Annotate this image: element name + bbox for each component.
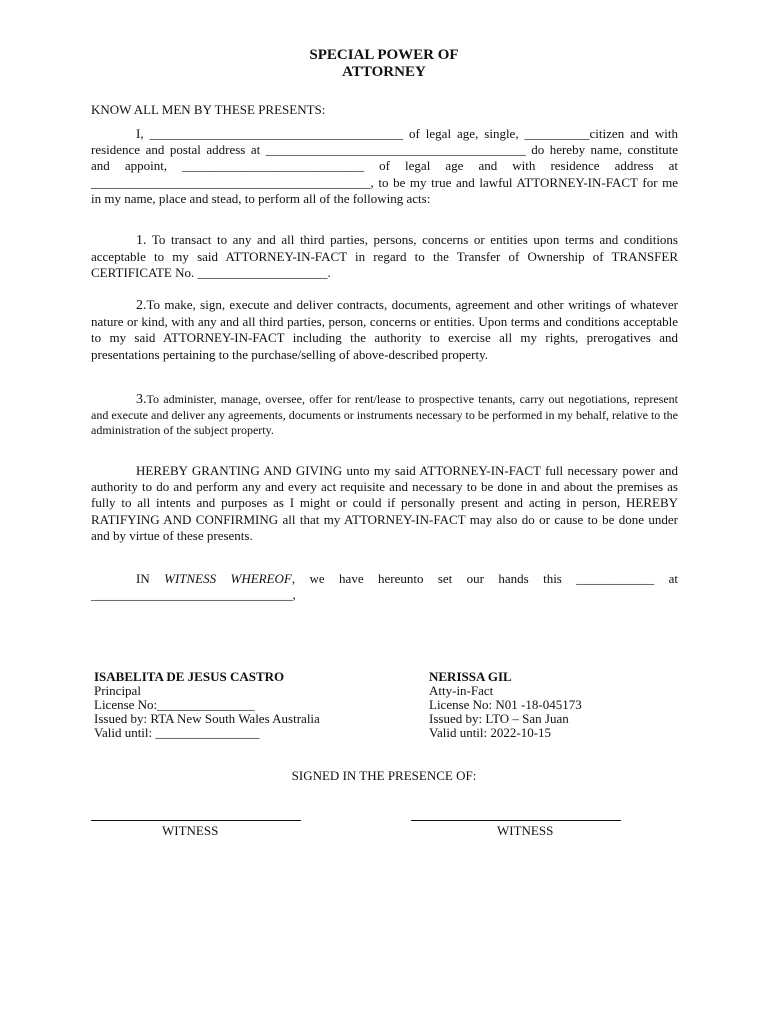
clause-1-text: To transact to any and all third parties, persons, concerns or entities upon terms and conditions acceptable to my said ATTORNEY-IN-FACT in regard to the Transfer of Ownership of TRANSFER CERTIFICATE No. ____________________. [91,232,678,281]
witness-suffix: , we have hereunto set our hands this ____________ at _______________________________, [91,571,679,603]
intro-text: KNOW ALL MEN BY THESE PRESENTS: [91,102,326,117]
document-title-line1: SPECIAL POWER OF [309,47,459,63]
appointment-paragraph [91,126,678,207]
attorney-name: NERISSA GIL [429,669,512,684]
clause-2 [91,297,678,363]
clause-1 [91,232,678,282]
document-title-line2: ATTORNEY [342,64,426,80]
witness-whereof-italic: WITNESS WHEREOF [164,571,292,586]
witness-prefix: IN [136,571,165,586]
principal-signature-block [94,670,320,740]
principal-role: Principal [94,683,141,698]
clause-3-text: To administer, manage, oversee, offer for rent/lease to prospective tenants, carry out negotiations, represent and execute and deliver any agreements, documents or instruments necessary to be performed in my behalf, relative to the administration of the subject property. [91,392,678,437]
clause-3-number: 3. [136,392,147,407]
clause-2-number: 2. [136,298,147,313]
witness-2-signature-line [411,820,621,821]
clause-1-number: 1. [136,233,147,248]
attorney-issued-by: Issued by: LTO – San Juan [429,711,569,726]
attorney-license: License No: N01 -18-045173 [429,697,582,712]
signed-in-presence-heading: SIGNED IN THE PRESENCE OF: [291,768,477,783]
principal-license: License No:_______________ [94,697,255,712]
witness-2-label: WITNESS [497,823,554,838]
granting-paragraph [91,463,678,544]
principal-valid-until: Valid until: ________________ [94,725,260,740]
witness-1-signature-line [91,820,301,821]
attorney-signature-block [429,670,582,740]
attorney-valid-until: Valid until: 2022-10-15 [429,725,552,740]
clause-2-text: To make, sign, execute and deliver contracts, documents, agreement and other writings of whatever nature or kind, with any and all third parties, person, concerns or entities. Upon terms and conditions acceptable to my said ATTORNEY-IN-FACT including the authority to exercise all my rights, prerogatives and presentations pertaining to the purchase/selling of above-described property. [91,297,678,362]
clause-3 [91,392,678,439]
witness-1-label: WITNESS [162,823,219,838]
principal-issued-by: Issued by: RTA New South Wales Australia [94,711,320,726]
granting-text: HEREBY GRANTING AND GIVING unto my said ATTORNEY-IN-FACT full necessary power and authority to do and perform any and every act requisite and necessary to be done in and about the premises as fully to all intents and purposes as I might or could if personally present and acting in person, HEREBY RATIFYING AND CONFIRMING all that my ATTORNEY-IN-FACT may also do or cause to be done under and by virtue of these presents. [91,463,678,543]
appointment-text: I, _______________________________________ of legal age, single, __________citizen and with residence and postal address at ________________________________________ do hereby name, constitute and appoint, ____________________________ of legal age and with residence address at ___________________________________________, to be my true and lawful ATTORNEY-IN-FACT for me in my name, place and stead, to perform all of the following acts: [91,126,678,206]
attorney-role: Atty-in-Fact [429,683,494,698]
witness-whereof-paragraph [91,571,678,603]
principal-name: ISABELITA DE JESUS CASTRO [94,669,285,684]
